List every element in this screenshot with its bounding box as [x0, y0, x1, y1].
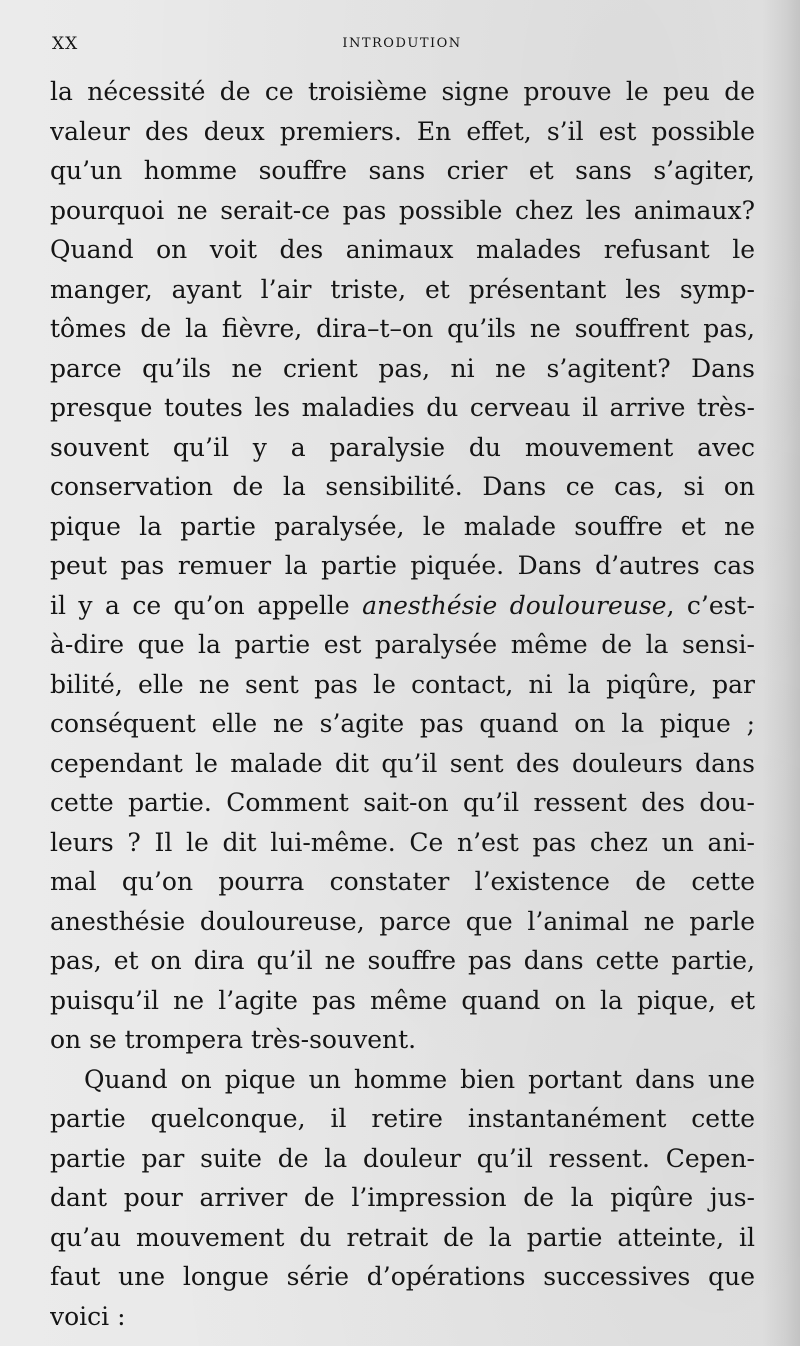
text-line: dant pour arriver de l’impression de la piqûre jus- [50, 1183, 755, 1212]
running-title: INTRODUTION [342, 36, 462, 51]
text-run: il y a ce qu’on appelle [50, 590, 363, 620]
text-line-with-italic [50, 586, 755, 626]
text-line: qu’au mouvement du retrait de la partie atteinte, il [50, 1222, 755, 1252]
text-line: faut une longue série d’opérations successives que [50, 1262, 755, 1291]
text-line: manger, ayant l’air triste, et présentant les symp- [50, 274, 755, 304]
text-line: cependant le malade dit qu’il sent des douleurs dans [50, 748, 755, 778]
running-header [52, 34, 752, 60]
text-line: mal qu’on pourra constater l’existence de cette [50, 867, 755, 896]
text-line: la nécessité de ce troisième signe prouve le peu de [50, 77, 755, 106]
text-line: partie quelconque, il retire instantanément cette [50, 1104, 755, 1133]
body-text [50, 72, 755, 1336]
paragraph-first-line: Quand on pique un homme bien portant dans une [84, 1064, 755, 1094]
text-line: Quand on voit des animaux malades refusant le [50, 235, 755, 264]
text-line: tômes de la fièvre, dira–t–on qu’ils ne souffrent pas, [50, 314, 755, 343]
text-line: qu’un homme souffre sans crier et sans s’agiter, [50, 156, 755, 185]
text-line: parce qu’ils ne crient pas, ni ne s’agitent? Dans [50, 353, 755, 383]
text-line: à-dire que la partie est paralysée même de la sensi- [50, 630, 755, 659]
italic-term: anesthésie douloureuse [362, 590, 667, 620]
page-edge-shadow [762, 0, 800, 1346]
text-line: conséquent elle ne s’agite pas quand on la pique ; [50, 709, 755, 738]
text-run: , c’est- [666, 590, 755, 620]
text-line: peut pas remuer la partie piquée. Dans d’autres cas [50, 551, 755, 580]
page-number: XX [52, 34, 79, 54]
text-line: souvent qu’il y a paralysie du mouvement avec [50, 432, 755, 462]
text-line: cette partie. Comment sait-on qu’il ressent des dou- [50, 788, 755, 817]
text-line: pas, et on dira qu’il ne souffre pas dans cette partie, [50, 946, 755, 975]
text-line: presque toutes les maladies du cerveau il arrive très- [50, 393, 755, 422]
text-line: on se trompera très-souvent. [50, 1025, 417, 1054]
text-line: puisqu’il ne l’agite pas même quand on la pique, et [50, 985, 755, 1015]
text-line: anesthésie douloureuse, parce que l’animal ne parle [50, 906, 755, 936]
text-line: bilité, elle ne sent pas le contact, ni la piqûre, par [50, 669, 755, 699]
text-line: pourquoi ne serait-ce pas possible chez les animaux? [50, 195, 755, 225]
text-line: voici : [50, 1301, 126, 1331]
text-line: valeur des deux premiers. En effet, s’il est possible [50, 116, 755, 146]
text-line: pique la partie paralysée, le malade souffre et ne [50, 511, 755, 541]
text-line: conservation de la sensibilité. Dans ce cas, si on [50, 472, 755, 501]
text-line: leurs ? Il le dit lui-même. Ce n’est pas chez un ani- [50, 827, 755, 857]
text-line: partie par suite de la douleur qu’il ressent. Cepen- [50, 1143, 755, 1173]
